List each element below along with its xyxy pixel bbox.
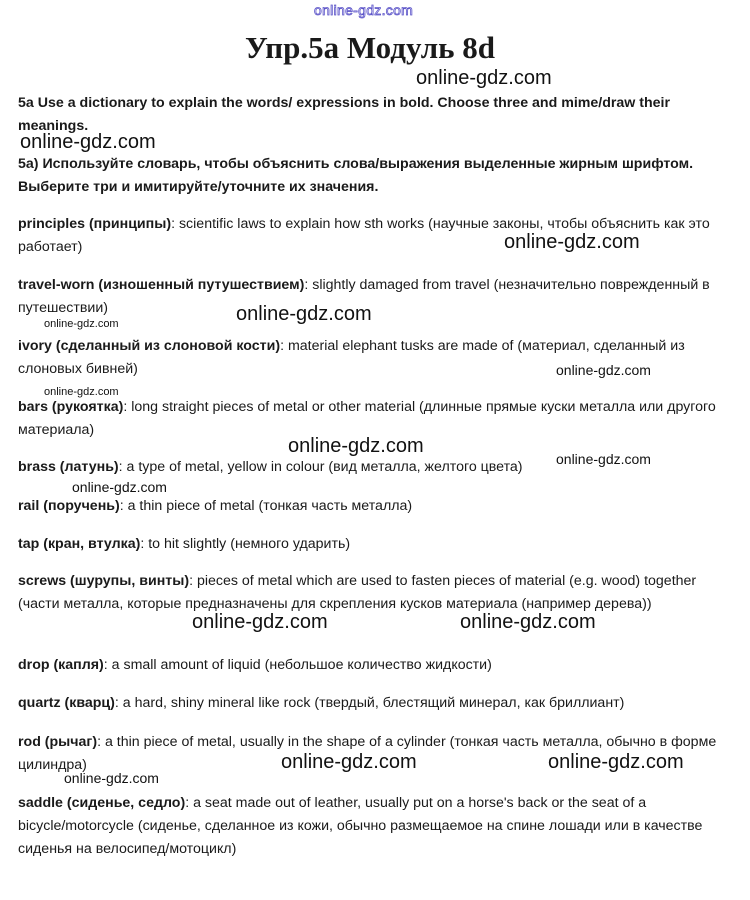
entry-definition: : a small amount of liquid (небольшое количество жидкости) bbox=[103, 657, 492, 673]
watermark: online-gdz.com bbox=[20, 131, 156, 153]
entry-definition: : slightly damaged from travel (незначительно поврежденный в путешествии) bbox=[18, 277, 710, 316]
watermark: online-gdz.com bbox=[556, 362, 651, 378]
entry-term: travel-worn (изношенный путушествием) bbox=[18, 277, 305, 293]
watermark: online-gdz.com bbox=[44, 318, 119, 330]
entry-screws bbox=[18, 570, 730, 616]
entry-saddle bbox=[18, 792, 730, 861]
entry-term: saddle (сиденье, седло) bbox=[18, 795, 186, 811]
watermark: online-gdz.com bbox=[548, 751, 684, 773]
entry-definition: : a seat made out of leather, usually put on a horse's back or the seat of a bicycle/motorcycle (сиденье, сделанное из кожи, обычно размещаемое на спине лошади или в качестве сиденья на велосипед/мотоцикл) bbox=[18, 795, 703, 857]
watermark: online-gdz.com bbox=[192, 611, 328, 633]
page-title: Упр.5a Модуль 8d bbox=[245, 30, 495, 65]
entry-definition: : a thin piece of metal (тонкая часть металла) bbox=[119, 498, 413, 514]
watermark: online-gdz.com bbox=[504, 231, 640, 253]
entry-term: bars (рукоятка) bbox=[18, 399, 124, 415]
watermark: online-gdz.com bbox=[72, 479, 167, 495]
watermark: online-gdz.com bbox=[64, 770, 159, 786]
entry-term: quartz (кварц) bbox=[18, 695, 115, 711]
entry-drop bbox=[18, 654, 730, 677]
watermark: online-gdz.com bbox=[44, 386, 119, 398]
entry-definition: : to hit slightly (немного ударить) bbox=[140, 536, 351, 552]
entry-term: tap (кран, втулка) bbox=[18, 536, 141, 552]
watermark: online-gdz.com bbox=[236, 303, 372, 325]
entry-definition: : a hard, shiny mineral like rock (твердый, блестящий минерал, как бриллиант) bbox=[114, 695, 625, 711]
entry-rail bbox=[18, 495, 730, 518]
watermark: online-gdz.com bbox=[281, 751, 417, 773]
entry-term: drop (капля) bbox=[18, 657, 104, 673]
watermark: online-gdz.com bbox=[460, 611, 596, 633]
entry-term: principles (принципы) bbox=[18, 216, 172, 232]
entry-term: rod (рычаг) bbox=[18, 734, 98, 750]
entry-term: rail (поручень) bbox=[18, 498, 120, 514]
watermark-top: online-gdz.com bbox=[314, 2, 414, 18]
entry-term: screws (шурупы, винты) bbox=[18, 573, 190, 589]
instructions-ru: 5а) Используйте словарь, чтобы объяснить слова/выражения выделенные жирным шрифтом. Выберите три и имитируйте/уточните их значения. bbox=[18, 156, 694, 195]
entry-definition: : scientific laws to explain how sth works (научные законы, чтобы объяснить как это работает) bbox=[18, 216, 710, 255]
watermark: online-gdz.com bbox=[416, 67, 552, 89]
watermark: online-gdz.com bbox=[556, 451, 651, 467]
entry-definition: : a thin piece of metal, usually in the shape of a cylinder (тонкая часть металла, обычно в форме цилиндра) bbox=[18, 734, 717, 773]
entry-definition: : a type of metal, yellow in colour (вид металла, желтого цвета) bbox=[118, 459, 523, 475]
entry-definition: : material elephant tusks are made of (материал, сделанный из слоновых бивней) bbox=[18, 338, 685, 377]
entry-definition: : long straight pieces of metal or other material (длинные прямые куски металла или другого материала) bbox=[18, 399, 716, 438]
entry-term: ivory (сделанный из слоновой кости) bbox=[18, 338, 281, 354]
entry-tap bbox=[18, 533, 730, 556]
entry-travel-worn bbox=[18, 274, 730, 320]
instructions-en: 5a Use a dictionary to explain the words/ expressions in bold. Choose three and mime/draw their meanings. bbox=[18, 95, 671, 134]
entry-term: brass (латунь) bbox=[18, 459, 119, 475]
watermark: online-gdz.com bbox=[288, 435, 424, 457]
entry-quartz bbox=[18, 692, 730, 715]
entry-definition: : pieces of metal which are used to fasten pieces of material (e.g. wood) together (части металла, которые предназначены для скрепления кусков материала (например дерева)) bbox=[18, 573, 697, 612]
